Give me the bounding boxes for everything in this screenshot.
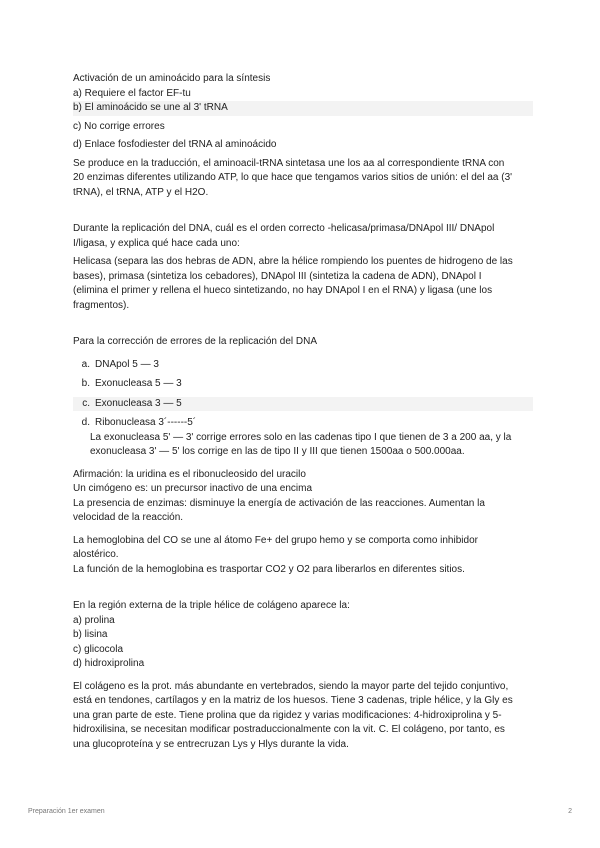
note-line: La hemoglobina del CO se une al átomo Fe+ del grupo hemo y se comporta como inhibidor — [73, 534, 478, 546]
list-marker: d. — [81, 417, 90, 428]
list-item-text: DNApol 5 — 3 — [95, 358, 159, 370]
question-4-title: En la región externa de la triple hélice de colágeno aparece la: — [73, 600, 350, 611]
footer-document-title: Preparación 1er examen — [28, 808, 105, 815]
question-1-answer-line: tRNA), el tRNA, ATP y el H2O. — [73, 186, 209, 198]
question-2-answer-line: bases), primasa (sintetiza los cebadores), DNApol III (sintetiza la cadena de ADN), DNApol I — [73, 270, 482, 282]
question-1-option-a: a) Requiere el factor EF-tu — [73, 87, 191, 99]
question-3-item-c — [73, 397, 533, 412]
question-1-option-b: b) El aminoácido se une al 3' tRNA — [73, 101, 533, 116]
question-4-option-c: c) glicocola — [73, 643, 124, 655]
question-4-option-d: d) hidroxiprolina — [73, 658, 145, 669]
note-line: Afirmación: la uridina es el ribonucleosido del uracilo — [73, 468, 306, 480]
question-3-answer-line: exonucleasa 3' — 5' los corrige en las de tipo II y III que tienen 1500aa o 500.000aa. — [90, 446, 465, 457]
note-line: Un cimógeno es: un precursor inactivo de una encima — [73, 483, 313, 494]
question-4-option-a: a) prolina — [73, 614, 115, 626]
list-item-text: Exonucleasa 3 — 5 — [95, 397, 182, 409]
question-2-title-line: Durante la replicación del DNA, cuál es el orden correcto -helicasa/primasa/DNApol III/ DNApol — [73, 223, 495, 234]
question-4-answer-line: una gran parte de este. Tiene prolina que da rigidez y varias modificaciones: 4-hidroxiprolina y 5- — [73, 709, 502, 721]
question-3-item-b — [73, 377, 533, 392]
question-2-answer-line: fragmentos). — [73, 299, 130, 311]
list-marker: a. — [81, 358, 90, 370]
question-4-option-b: b) lisina — [73, 629, 108, 640]
list-item-text: Ribonucleasa 3´------5´ — [95, 417, 197, 428]
list-marker: b. — [81, 378, 90, 389]
note-line: velocidad de la reacción. — [73, 512, 184, 523]
note-line: alostérico. — [73, 549, 119, 560]
question-3-title: Para la corrección de errores de la replicación del DNA — [73, 336, 318, 347]
question-1-answer-line: 20 enzimas diferentes utilizando ATP, lo que hace que tengamos varios sitios de unión: el del aa (3' — [73, 172, 513, 183]
question-4-answer-line: está en tendones, cartílagos y en la matriz de los huesos. Tiene 3 cadenas, triple hélice, y la Gly es — [73, 695, 513, 706]
question-3-item-a — [73, 358, 533, 373]
footer-page-number: 2 — [568, 808, 572, 815]
question-1-option-d: d) Enlace fosfodiester del tRNA al aminoácido — [73, 139, 277, 150]
question-1-title: Activación de un aminoácido para la síntesis — [73, 73, 271, 84]
question-4-answer-line: hidroxilisina, se necesitan modificar postraduccionalmente con la vit. C. El colágeno, por tanto, es — [73, 724, 505, 735]
list-item-text: Exonucleasa 5 — 3 — [95, 378, 182, 389]
question-3-item-d — [73, 416, 533, 431]
note-line: La presencia de enzimas: disminuye la energía de activación de las reacciones. Aumentan la — [73, 497, 485, 509]
note-line: La función de la hemoglobina es trasportar CO2 y O2 para liberarlos en diferentes sitios. — [73, 563, 465, 575]
question-1-option-c: c) No corrige errores — [73, 120, 165, 132]
document-page — [73, 72, 533, 752]
question-2-answer-line: Helicasa (separa las dos hebras de ADN, abre la hélice rompiendo los puentes de hidrogeno de las — [73, 256, 513, 267]
question-2-answer-line: (elimina el primer y rellena el hueco sintetizando, no hay DNApol I en el RNA) y ligasa (une los — [73, 285, 493, 296]
list-marker: c. — [82, 397, 90, 409]
question-3-answer-line: La exonucleasa 5' — 3' corrige errores solo en las cadenas tipo I que tienen de 3 a 200 aa, y la — [90, 431, 512, 443]
question-4-answer-line: El colágeno es la prot. más abundante en vertebrados, siendo la mayor parte del tejido conjuntivo, — [73, 680, 509, 692]
question-4-answer-line: una glucoproteína y se entrecruzan Lys y Hlys durante la vida. — [73, 738, 349, 750]
question-2-title-line: I/ligasa, y explica qué hace cada uno: — [73, 237, 240, 249]
question-3-answer — [90, 431, 533, 460]
question-1-answer-line: Se produce en la traducción, el aminoacil-tRNA sintetasa une los aa al correspondiente tRNA con — [73, 157, 505, 169]
